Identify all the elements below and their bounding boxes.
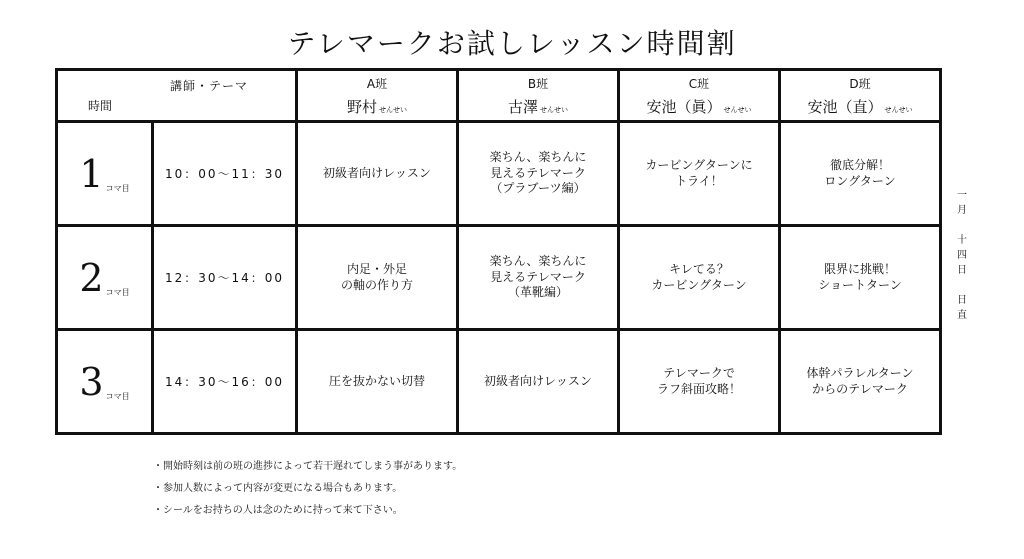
group-name: C班 [688, 77, 710, 91]
notes-list [153, 456, 462, 522]
vertical-date-note: 一 月 十 四 日 日 直 [957, 190, 967, 321]
lesson-cell: カービングターンに トライ！ [619, 122, 780, 226]
teacher-theme-label: 講師・テーマ [170, 79, 249, 93]
time-label: 時間 [88, 99, 113, 113]
period-time: 12：30〜14：00 [153, 226, 297, 330]
group-name: D班 [849, 77, 871, 91]
period-row-1 [57, 122, 941, 226]
teacher-suffix: せんせい [884, 106, 913, 114]
period-label [57, 226, 153, 330]
header-corner [57, 70, 297, 122]
lesson-cell: 楽ちん、楽ちんに 見えるテレマーク （革靴編） [458, 226, 619, 330]
note-item: ・ シールをお持ちの人は念のために持って来て下さい。 [153, 500, 462, 522]
note-item: ・ 開始時刻は前の班の進捗によって若干遅れてしまう事があります。 [153, 456, 462, 478]
period-label [57, 122, 153, 226]
period-number: 3 [79, 359, 104, 404]
lesson-cell: 初級者向けレッスン [458, 330, 619, 434]
period-time: 14：30〜16：00 [153, 330, 297, 434]
lesson-cell: 内足・外足 の軸の作り方 [297, 226, 458, 330]
period-unit: コマ目 [105, 391, 130, 401]
page-title: テレマークお試しレッスン時間割 [287, 27, 737, 60]
teacher-suffix: せんせい [540, 106, 568, 114]
period-number: 1 [79, 151, 104, 196]
period-unit: コマ目 [105, 183, 130, 193]
group-header-c [619, 70, 780, 122]
lesson-cell: 徹底分解！ ロングターン [780, 122, 941, 226]
teacher-suffix: せんせい [379, 106, 407, 114]
teacher-name: 野村 [346, 98, 377, 116]
lesson-cell: 初級者向けレッスン [297, 122, 458, 226]
lesson-cell: キレてる？ カービングターン [619, 226, 780, 330]
teacher-name: 古澤 [507, 98, 538, 116]
schedule-table [55, 68, 942, 435]
teacher-suffix: せんせい [723, 106, 752, 114]
period-number: 2 [79, 255, 104, 300]
period-time: 10：00〜11：30 [153, 122, 297, 226]
lesson-cell: 体幹パラレルターン からのテレマーク [780, 330, 941, 434]
teacher-name: 安池（直） [807, 98, 883, 116]
period-unit: コマ目 [105, 287, 130, 297]
header-row [57, 70, 941, 122]
group-header-b [458, 70, 619, 122]
note-item: ・ 参加人数によって内容が変更になる場合もあります。 [153, 478, 462, 500]
period-row-2 [57, 226, 941, 330]
lesson-cell: 圧を抜かない切替 [297, 330, 458, 434]
period-row-3 [57, 330, 941, 434]
lesson-cell: テレマークで ラフ斜面攻略！ [619, 330, 780, 434]
group-name: B班 [527, 77, 549, 91]
group-name: A班 [366, 77, 388, 91]
lesson-cell: 限界に挑戦！ ショートターン [780, 226, 941, 330]
lesson-cell: 楽ちん、楽ちんに 見えるテレマーク （プラブーツ編） [458, 122, 619, 226]
group-header-a [297, 70, 458, 122]
period-label [57, 330, 153, 434]
teacher-name: 安池（眞） [646, 98, 722, 116]
group-header-d [780, 70, 941, 122]
